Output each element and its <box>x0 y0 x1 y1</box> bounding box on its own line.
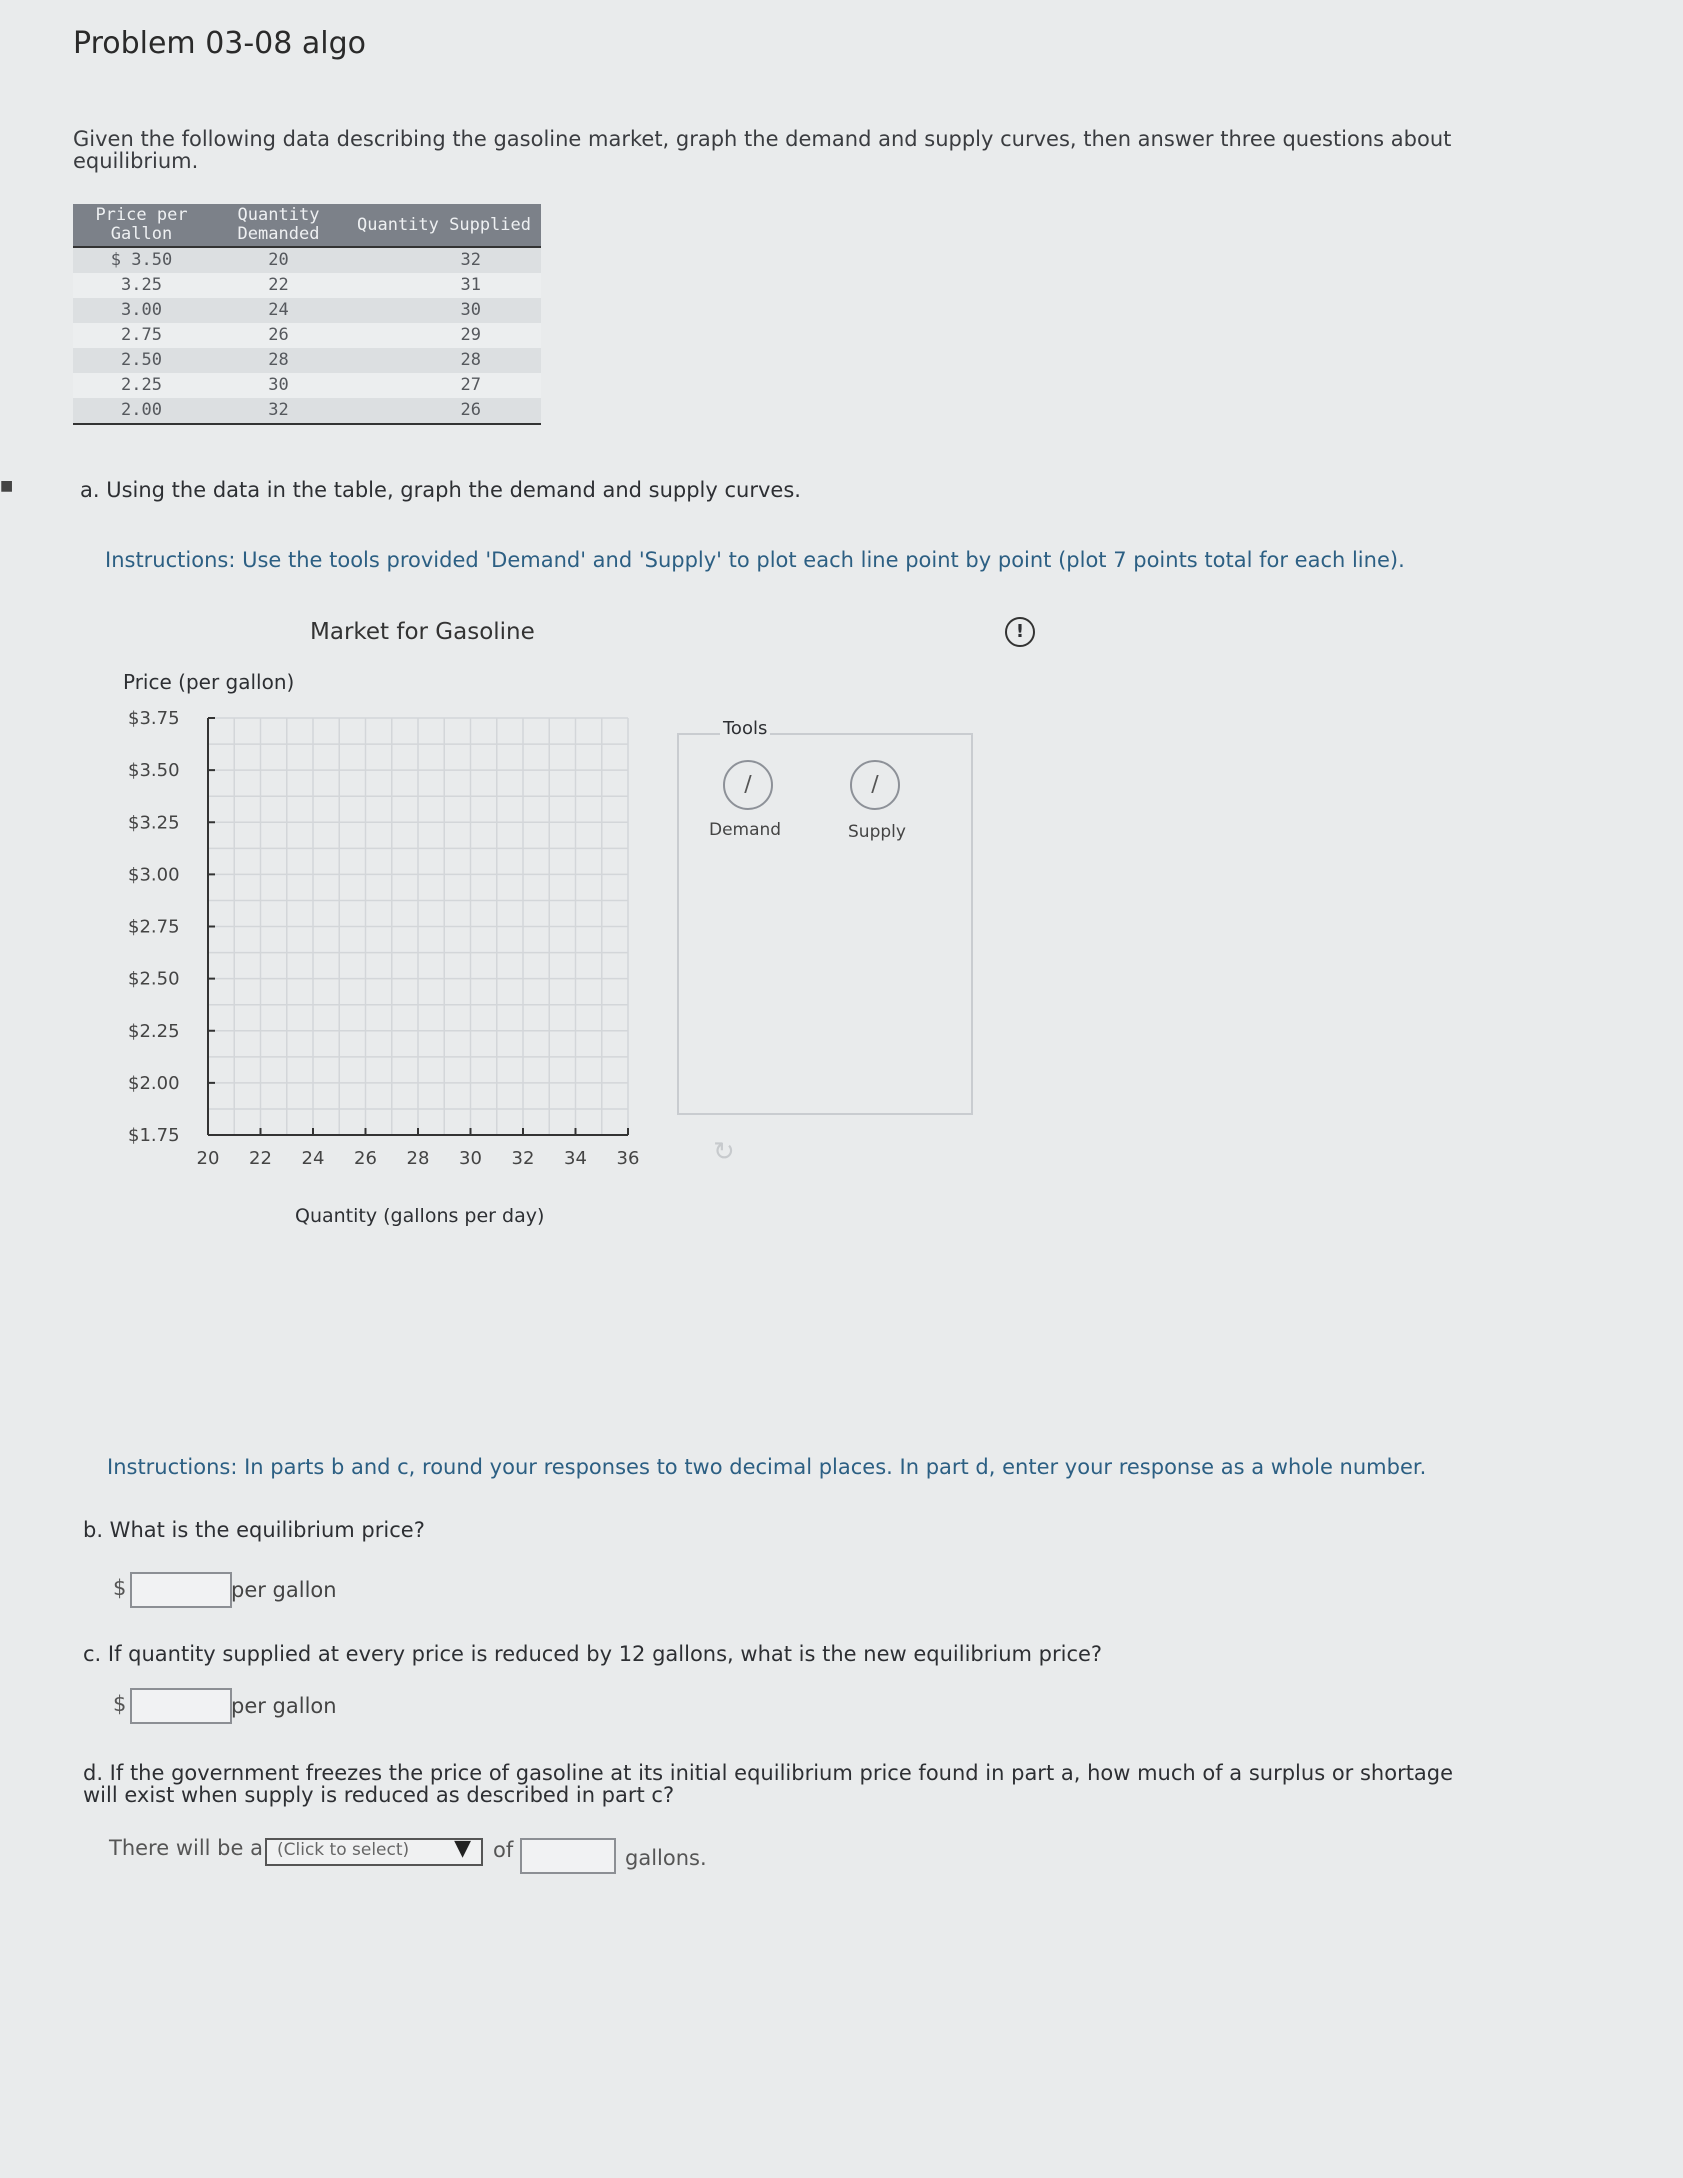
part-a-question: a. Using the data in the table, graph the demand and supply curves. <box>80 478 801 502</box>
table-cell: 28 <box>347 348 541 373</box>
table-cell: 2.00 <box>73 398 210 424</box>
table-cell: 31 <box>347 273 541 298</box>
table-cell: 26 <box>210 323 347 348</box>
part-c-question: c. If quantity supplied at every price is reduced by 12 gallons, what is the new equilibrium price? <box>83 1642 1103 1666</box>
table-cell: 22 <box>210 273 347 298</box>
table-cell: 2.25 <box>73 373 210 398</box>
tools-panel <box>677 733 973 1115</box>
part-d-question: d. If the government freezes the price of gasoline at its initial equilibrium price found in part a, how much of a surplus or shortage will exist when supply is reduced as described in part c? <box>83 1761 1454 1807</box>
part-b-question: b. What is the equilibrium price? <box>83 1518 425 1542</box>
table-cell: 29 <box>347 323 541 348</box>
y-tick-label: $2.50 <box>128 968 180 990</box>
per-gallon-label: per gallon <box>231 1694 337 1718</box>
gallons-input[interactable] <box>520 1838 616 1874</box>
demand-tool-label: Demand <box>709 820 782 840</box>
supply-tool-label: Supply <box>848 822 906 842</box>
y-tick-label: $3.50 <box>128 760 180 782</box>
demand-tool-button[interactable] <box>723 760 773 810</box>
table-cell: 30 <box>347 298 541 323</box>
table-header: Quantity Demanded <box>210 204 347 247</box>
of-label: of <box>493 1838 514 1862</box>
reset-icon[interactable]: ↻ <box>713 1137 735 1167</box>
y-tick-label: $1.75 <box>128 1125 180 1146</box>
x-tick-label: 28 <box>406 1148 430 1169</box>
supply-tool-button[interactable] <box>850 760 900 810</box>
x-tick-label: 36 <box>616 1148 640 1169</box>
info-icon[interactable]: ! <box>1005 617 1035 647</box>
chart-title: Market for Gasoline <box>310 619 535 645</box>
table-cell: 32 <box>347 247 541 273</box>
y-tick-label: $2.75 <box>128 916 180 938</box>
market-chart[interactable] <box>0 0 700 1200</box>
table-cell: 2.50 <box>73 348 210 373</box>
table-cell: 3.25 <box>73 273 210 298</box>
table-cell: 30 <box>210 373 347 398</box>
equilibrium-price-input[interactable] <box>130 1572 232 1608</box>
y-axis-label: Price (per gallon) <box>123 670 295 694</box>
problem-title: Problem 03-08 algo <box>73 26 367 61</box>
x-tick-label: 32 <box>511 1148 535 1169</box>
x-tick-label: 24 <box>301 1148 325 1169</box>
table-cell: 26 <box>347 398 541 424</box>
x-tick-label: 26 <box>354 1148 377 1169</box>
table-cell: 32 <box>210 398 347 424</box>
y-tick-label: $3.25 <box>128 812 180 834</box>
instructions-parts-bcd: Instructions: In parts b and c, round your responses to two decimal places. In part d, enter your response as a whole number. <box>107 1455 1427 1479</box>
pencil-icon: ∕ <box>744 772 752 797</box>
pencil-icon: ∕ <box>871 772 879 797</box>
part-d-lead: There will be a <box>109 1836 263 1860</box>
table-cell: 28 <box>210 348 347 373</box>
table-cell: 20 <box>210 247 347 273</box>
y-tick-label: $3.00 <box>128 864 180 886</box>
table-cell: 27 <box>347 373 541 398</box>
y-tick-label: $3.75 <box>128 708 180 729</box>
x-tick-label: 20 <box>196 1148 220 1169</box>
y-tick-label: $2.25 <box>128 1020 180 1042</box>
side-marker: ■ <box>0 478 14 494</box>
table-header: Quantity Supplied <box>347 204 541 247</box>
x-tick-label: 34 <box>564 1148 587 1169</box>
part-a-instructions: Instructions: Use the tools provided 'Demand' and 'Supply' to plot each line point by point (plot 7 points total for each line). <box>105 548 1405 572</box>
problem-intro: Given the following data describing the gasoline market, graph the demand and supply curves, then answer three questions about equilibrium. <box>73 127 1452 173</box>
chevron-down-icon: ▼ <box>454 1836 471 1861</box>
table-cell: 3.00 <box>73 298 210 323</box>
dollar-sign: $ <box>113 1576 127 1600</box>
table-cell: 2.75 <box>73 323 210 348</box>
new-equilibrium-price-input[interactable] <box>130 1688 232 1724</box>
y-tick-label: $2.00 <box>128 1072 180 1094</box>
per-gallon-label: per gallon <box>231 1578 337 1602</box>
table-header: Price per Gallon <box>73 204 210 247</box>
dollar-sign: $ <box>113 1692 127 1716</box>
table-cell: 24 <box>210 298 347 323</box>
x-tick-label: 22 <box>249 1148 272 1169</box>
surplus-shortage-select[interactable] <box>265 1838 483 1866</box>
x-tick-label: 30 <box>459 1148 482 1169</box>
table-cell: $ 3.50 <box>73 247 210 273</box>
x-axis-label: Quantity (gallons per day) <box>295 1205 545 1227</box>
gallons-label: gallons. <box>625 1846 707 1870</box>
select-value: (Click to select) <box>277 1840 410 1860</box>
tools-label: Tools <box>720 718 770 739</box>
